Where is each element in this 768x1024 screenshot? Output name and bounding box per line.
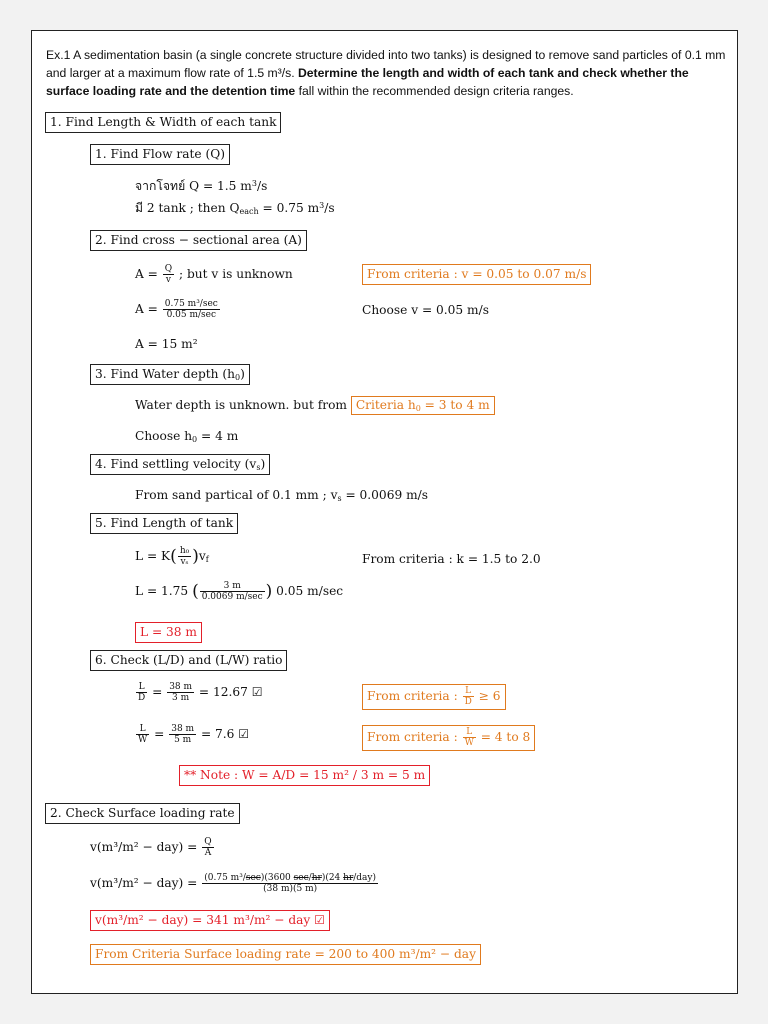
step-4-heading [90, 454, 270, 475]
criteria-ld [362, 684, 506, 710]
area-result: A = 15 m² [135, 337, 198, 351]
water-depth-line [135, 397, 495, 413]
section-1-heading: 1. Find Length & Width of each tank [45, 112, 281, 133]
length-result: L = 38 m [135, 622, 202, 643]
criteria-velocity: From criteria : v = 0.05 to 0.07 m/s [362, 264, 591, 285]
step-4-title-suffix: ) [260, 457, 266, 471]
area-eq1-denominator: v [165, 275, 171, 285]
loading-num-hr-struck: hr [311, 873, 322, 883]
length-eq1-rhs: v [198, 549, 206, 563]
lw-result: = 7.6 ☑ [197, 727, 250, 741]
area-eq2-fraction [163, 299, 220, 320]
step-5-heading: 5. Find Length of tank [90, 513, 238, 534]
length-eq1-fraction [178, 546, 191, 567]
step-6-heading: 6. Check (L/D) and (L/W) ratio [90, 650, 287, 671]
step-4-title-prefix: 4. Find settling velocity (v [95, 457, 257, 471]
area-eq2-lhs: A = [135, 302, 162, 316]
criteria-lw-prefix: From criteria : [367, 730, 462, 744]
loading-result: v(m³/m² − day) = 341 m³/m² − day ☑ [90, 910, 330, 931]
flow-rate-suffix: /s [256, 179, 268, 193]
step-3-heading [90, 364, 250, 385]
loading-eq2-fraction [202, 873, 378, 894]
length-eq1-numerator: h₀ [179, 546, 190, 556]
loading-num-c: )(3600 [260, 873, 294, 883]
settling-prefix: From sand partical of 0.1 mm ; v [135, 488, 338, 502]
choose-depth-suffix: = 4 m [197, 429, 239, 443]
criteria-lw-denominator: W [464, 738, 474, 748]
step-1-heading: 1. Find Flow rate (Q) [90, 144, 230, 165]
length-eq1-rhs-sub: f [205, 555, 209, 564]
problem-task-bold: Determine the length and width of each tank and check whether the surface loading rate and the detention time [46, 66, 689, 98]
loading-num-a: (0.75 m³/ [204, 873, 246, 883]
lw-value-fraction [169, 724, 196, 745]
ld-numerator: L [136, 682, 147, 693]
settling-velocity-line [135, 487, 428, 503]
length-eq1-denominator: vₛ [180, 557, 189, 567]
length-eq2-numerator: 3 m [200, 581, 265, 592]
lw-denominator: W [138, 735, 148, 745]
loading-equation-1 [90, 837, 215, 858]
loading-eq1-lhs: v(m³/m² − day) = [90, 840, 202, 854]
length-eq1-lhs: L = K [135, 549, 171, 563]
area-eq1-lhs: A = [135, 267, 162, 281]
lw-numerator: L [136, 724, 149, 735]
q-each-mid: = 0.75 m [258, 201, 320, 215]
lw-value-numerator: 38 m [171, 724, 195, 734]
choose-depth-prefix: Choose h [135, 429, 193, 443]
choose-depth-sub: 0 [192, 435, 198, 444]
criteria-lw-numerator: L [463, 727, 476, 738]
q-each-suffix: /s [324, 201, 335, 215]
length-eq2-denominator: 0.0069 m/sec [201, 592, 263, 602]
flow-rate-sup: 3 [251, 179, 257, 188]
choose-depth [135, 428, 238, 444]
length-equation-1 [135, 546, 209, 567]
loading-eq2-denominator: (38 m)(5 m) [263, 884, 318, 894]
criteria-ld-suffix: ≥ 6 [474, 689, 501, 703]
loading-num-sec-struck: sec [245, 873, 261, 883]
settling-sub: s [337, 494, 342, 503]
criteria-ld-fraction [463, 686, 474, 707]
loading-eq1-numerator: Q [204, 837, 212, 847]
area-equation-2 [135, 299, 221, 320]
ld-ratio-line [135, 682, 263, 703]
area-equation-1 [135, 264, 293, 285]
q-each-sup: 3 [319, 201, 325, 210]
loading-num-sec-struck-2: sec [293, 873, 309, 883]
step-4-title-sub: s [256, 463, 261, 472]
criteria-lw-suffix: = 4 to 8 [476, 730, 531, 744]
area-eq2-numerator: 0.75 m³/sec [164, 299, 218, 309]
paren-close: ) [192, 546, 199, 567]
ld-equals: = [148, 685, 167, 699]
loading-eq1-fraction [202, 837, 213, 858]
loading-num-i: /day) [353, 873, 377, 883]
loading-eq2-numerator [202, 873, 378, 884]
paren-close-2: ) [265, 581, 273, 602]
step-1-line-2 [135, 200, 335, 216]
criteria-lw [362, 725, 535, 751]
lw-value-denominator: 5 m [174, 735, 192, 745]
problem-text: Ex.1 A sedimentation basin (a single concrete structure divided into two tanks) is designed to remove sand particles of 0.1 mm and larger at a maximum flow rate of 1.5 m³/s. [46, 48, 726, 80]
loading-criteria: From Criteria Surface loading rate = 200 to 400 m³/m² − day [90, 944, 481, 965]
criteria-ld-prefix: From criteria : [367, 689, 462, 703]
criteria-depth [351, 396, 495, 415]
lw-equals: = [150, 727, 169, 741]
length-eq2-lhs: L = 1.75 [135, 584, 193, 598]
area-eq1-rhs: ; but v is unknown [175, 267, 293, 281]
ld-value-denominator: 3 m [172, 693, 190, 703]
ld-fraction [136, 682, 147, 703]
loading-num-g: )(24 [321, 873, 344, 883]
step-1-line-1 [135, 178, 267, 194]
step-3-title-prefix: 3. Find Water depth (h [95, 367, 235, 381]
length-eq2-rhs: 0.05 m/sec [272, 584, 344, 598]
loading-eq1-denominator: A [204, 848, 212, 858]
step-3-title-suffix: ) [240, 367, 245, 381]
section-2-heading: 2. Check Surface loading rate [45, 803, 240, 824]
criteria-depth-prefix: Criteria h [355, 398, 416, 412]
lw-ratio-line [135, 724, 249, 745]
paren-open: ( [170, 546, 177, 567]
step-2-heading: 2. Find cross − sectional area (A) [90, 230, 307, 251]
loading-num-e: / [308, 873, 312, 883]
ld-value-fraction [167, 682, 194, 703]
length-equation-2 [135, 581, 343, 602]
q-each-prefix: มี 2 tank ; then Q [135, 201, 240, 215]
problem-text-tail: fall within the recommended design criteria ranges. [295, 84, 574, 98]
criteria-k: From criteria : k = 1.5 to 2.0 [362, 552, 541, 566]
ld-result: = 12.67 ☑ [195, 685, 263, 699]
paren-open-2: ( [192, 581, 199, 602]
lw-fraction [136, 724, 149, 745]
settling-suffix: = 0.0069 m/s [341, 488, 428, 502]
area-eq1-fraction [163, 264, 174, 285]
loading-num-hr-struck-2: hr [343, 873, 354, 883]
loading-equation-2 [90, 873, 379, 894]
ld-value-numerator: 38 m [169, 682, 193, 692]
criteria-depth-suffix: = 3 to 4 m [420, 398, 490, 412]
choose-velocity: Choose v = 0.05 m/s [362, 303, 489, 317]
step-3-title-sub: 0 [234, 373, 241, 382]
document-page [31, 30, 738, 994]
width-note: ** Note : W = A/D = 15 m² / 3 m = 5 m [179, 765, 430, 786]
loading-eq2-lhs: v(m³/m² − day) = [90, 876, 202, 890]
flow-rate-prefix: จากโจทย์ Q = 1.5 m [135, 179, 252, 193]
criteria-ld-denominator: D [464, 697, 472, 707]
criteria-ld-numerator: L [463, 686, 474, 697]
length-eq2-fraction [200, 581, 265, 602]
water-depth-text: Water depth is unknown. but from [135, 398, 351, 412]
criteria-depth-sub: 0 [415, 404, 421, 413]
ld-denominator: D [138, 693, 146, 703]
problem-statement [46, 46, 726, 100]
criteria-lw-fraction [463, 727, 476, 748]
area-eq2-denominator: 0.05 m/sec [166, 310, 217, 320]
q-each-sub: each [239, 207, 259, 216]
area-eq1-numerator: Q [164, 264, 173, 274]
